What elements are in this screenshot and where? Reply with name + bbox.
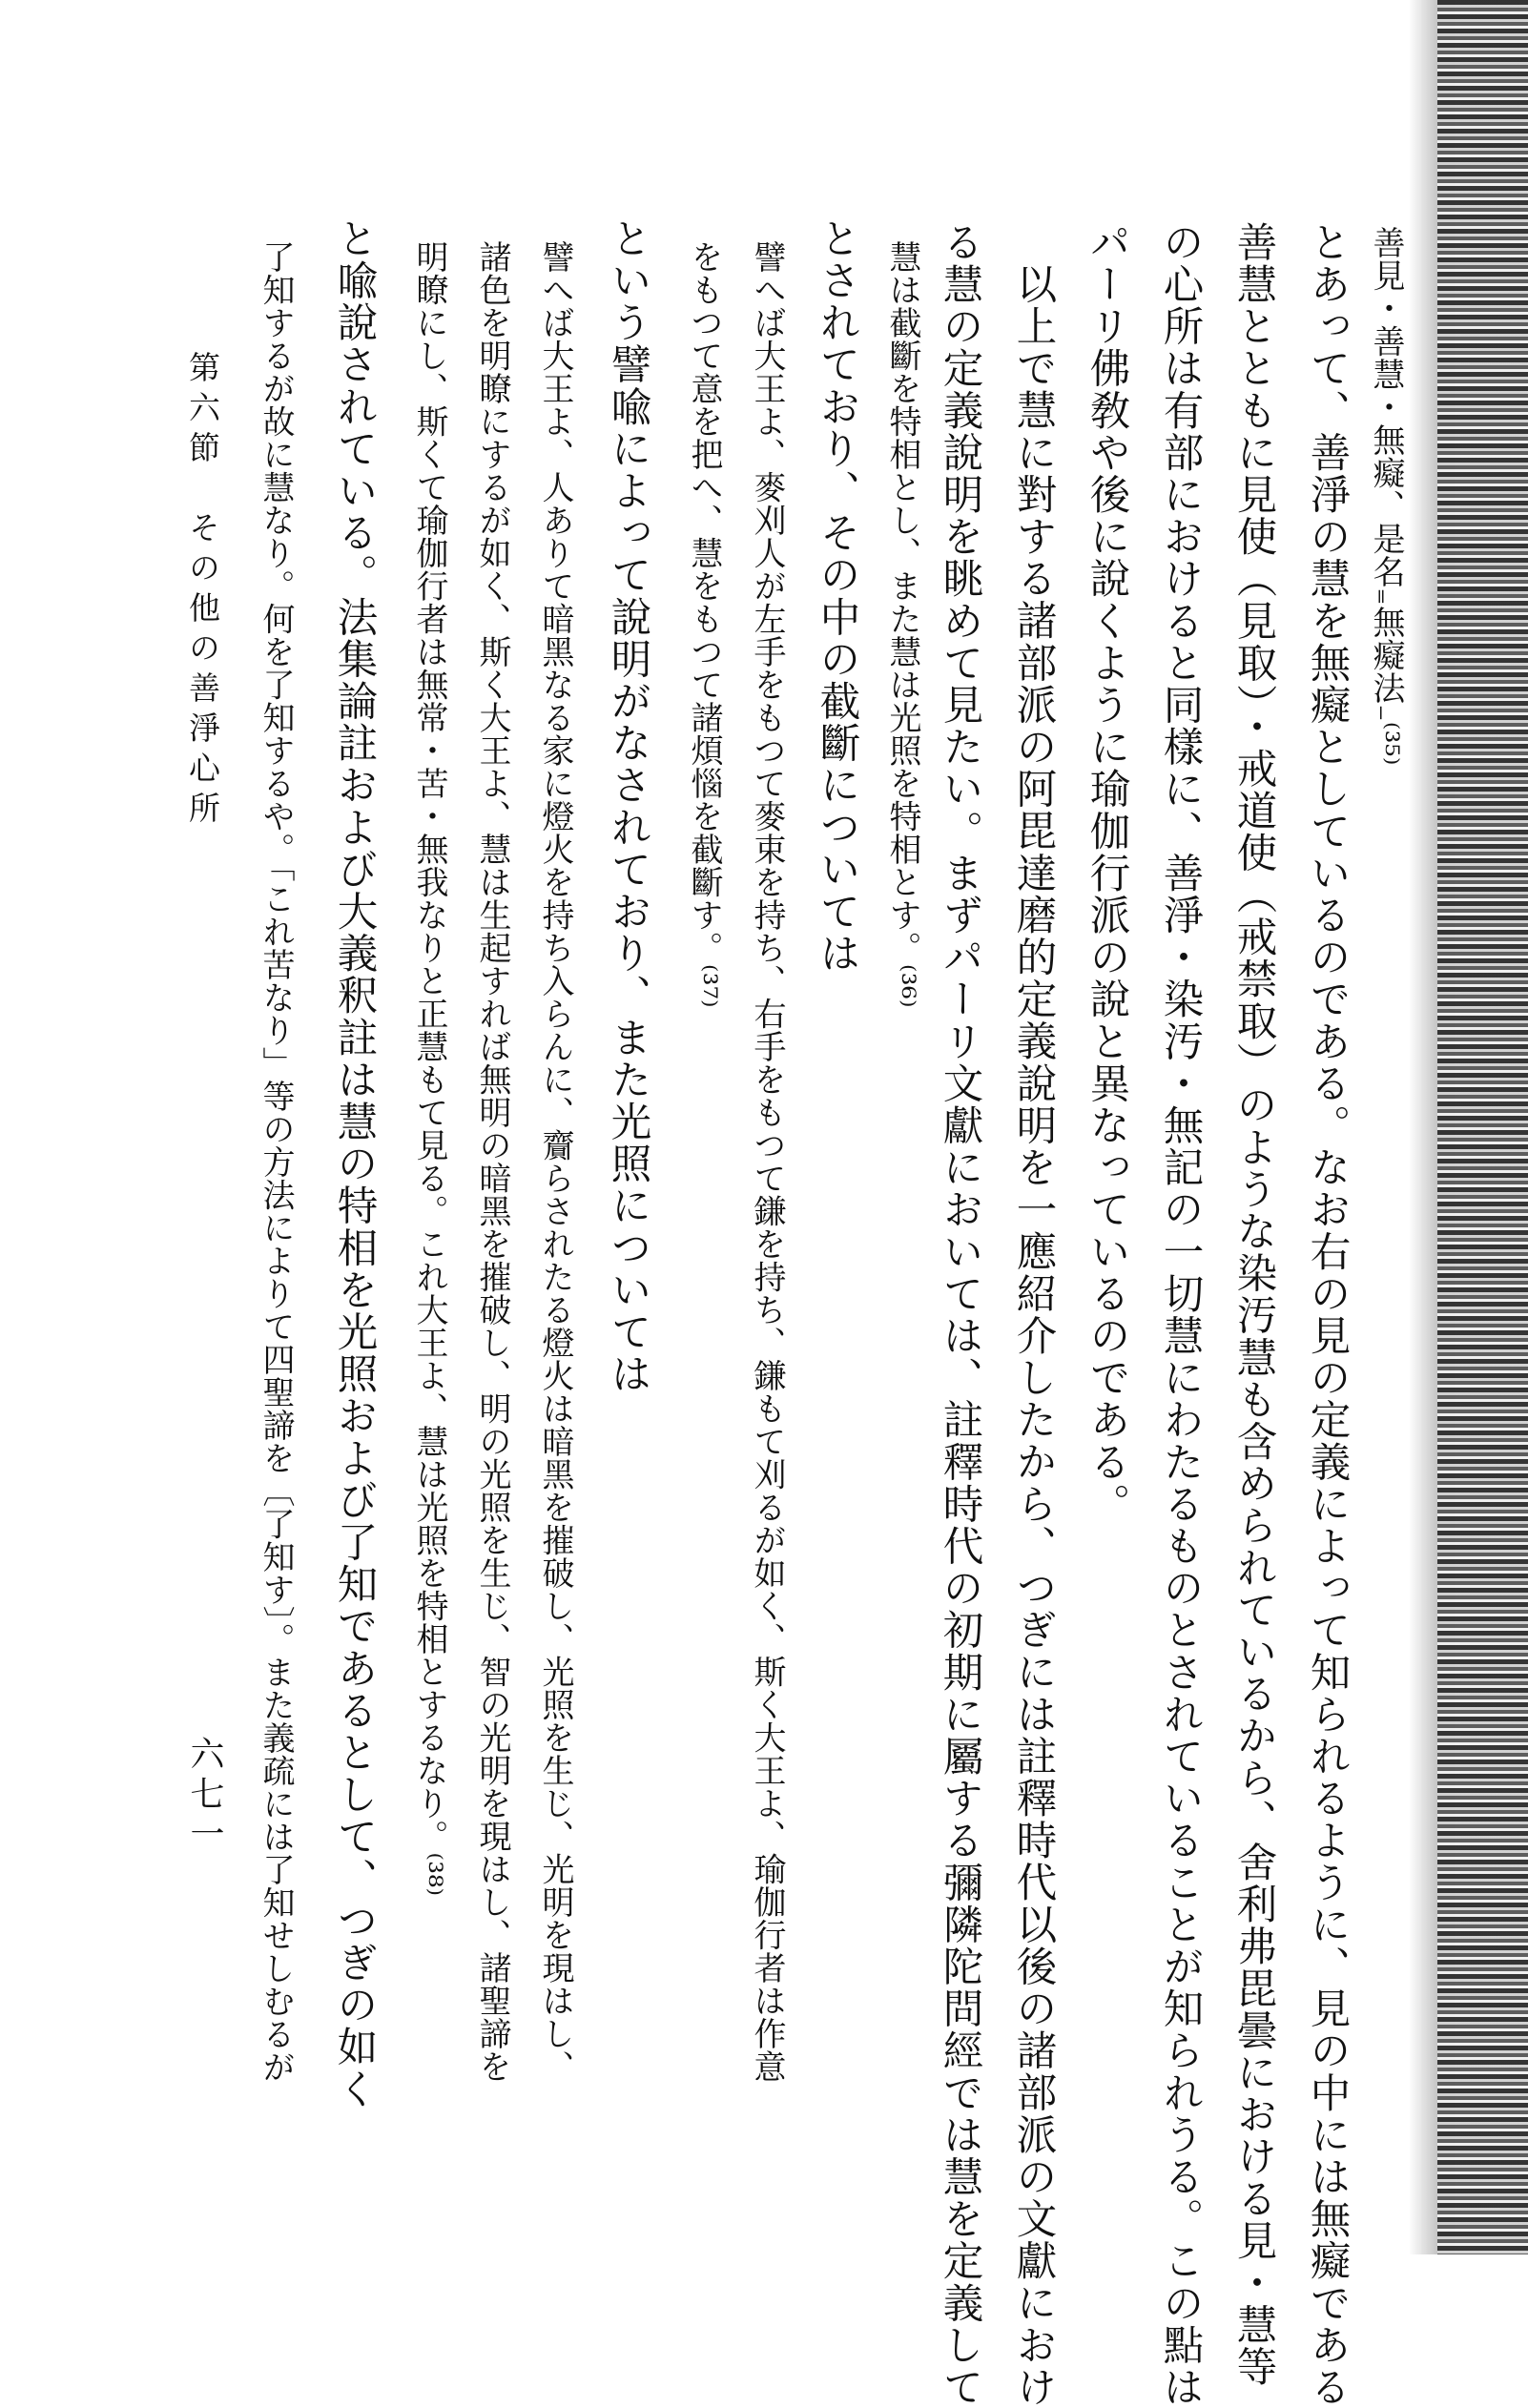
text-line-13: 譬へば大王よ、人ありて暗黑なる家に燈火を持ち入らんに、齎らされたる燈火は暗黑を摧破し、光照を生じ、光明を現はし、: [536, 240, 574, 2083]
text-line-10: 譬へば大王よ、麥刈人が左手をもつて麥束を持ち、右手をもつて鎌を持ち、鎌もて刈るが如く、斯く大王よ、瑜伽行者は作意: [748, 240, 786, 2083]
running-head: 第六節 その他の善淨心所: [184, 351, 221, 832]
text-line-12: という譬喩によって說明がなされており、また光照については: [604, 217, 651, 1395]
text-line-17: 了知するが故に慧なり。何を了知するや。「これ苦なり」等の方法によりて四聖諦を〔了知す〕。また義疏には了知せしむるが: [257, 240, 295, 2084]
text-line-7: る慧の定義說明を眺めて見たい。まずパーリ文獻においては、註釋時代の初期に屬する彌隣陀問經では慧を定義して: [936, 221, 983, 2408]
text-line-16: と喩說されている。法集論註および大義釈註は慧の特相を光照および了知であるとして、つぎの如く: [330, 217, 378, 2110]
text-line-8: 慧は截斷を特相とし、また慧は光照を特相とす。⁽³⁶⁾: [883, 240, 921, 1008]
text-line-2: とあって、善淨の慧を無癡としているのである。なお右の見の定義によって知られるように、見の中には無癡である: [1303, 221, 1351, 2408]
text-line-9: とされており、その中の截斷については: [813, 217, 860, 975]
page-edge-shadow: [1437, 0, 1528, 2254]
text-line-6: 以上で慧に對する諸部派の阿毘達磨的定義說明を一應紹介したから、つぎには註釋時代以後の諸部派の文獻におけ: [1009, 263, 1057, 2408]
text-line-1: 善見・善慧・無癡、是名₌無癡法₋⁽³⁵⁾: [1367, 226, 1405, 766]
text-line-15: 明瞭にし、斯くて瑜伽行者は無常・苦・無我なりと正慧もて見る。これ大王よ、慧は光照を特相とするなり。⁽³⁸⁾: [410, 240, 448, 1897]
page-number: 六七一: [185, 1736, 224, 1856]
text-line-4: の心所は有部におけると同樣に、善淨・染汚・無記の一切慧にわたるものとされていることが知られうる。この點は: [1156, 221, 1204, 2408]
text-line-14: 諸色を明瞭にするが如く、斯く大王よ、慧は生起すれば無明の暗黑を摧破し、明の光照を生じ、智の光明を現はし、諸聖諦を: [473, 240, 511, 2083]
text-line-11: をもつて意を把へ、慧をもつて諸煩惱を截斷す。⁽³⁷⁾: [685, 240, 723, 1008]
text-line-5: パーリ佛敎や後に說くように瑜伽行派の說と異なっているのである。: [1083, 221, 1130, 1526]
text-line-3: 善慧とともに見使（見取）・戒道使（戒禁取）のような染汚慧も含められているから、舍利弗毘曇における見・慧等: [1229, 221, 1277, 2388]
